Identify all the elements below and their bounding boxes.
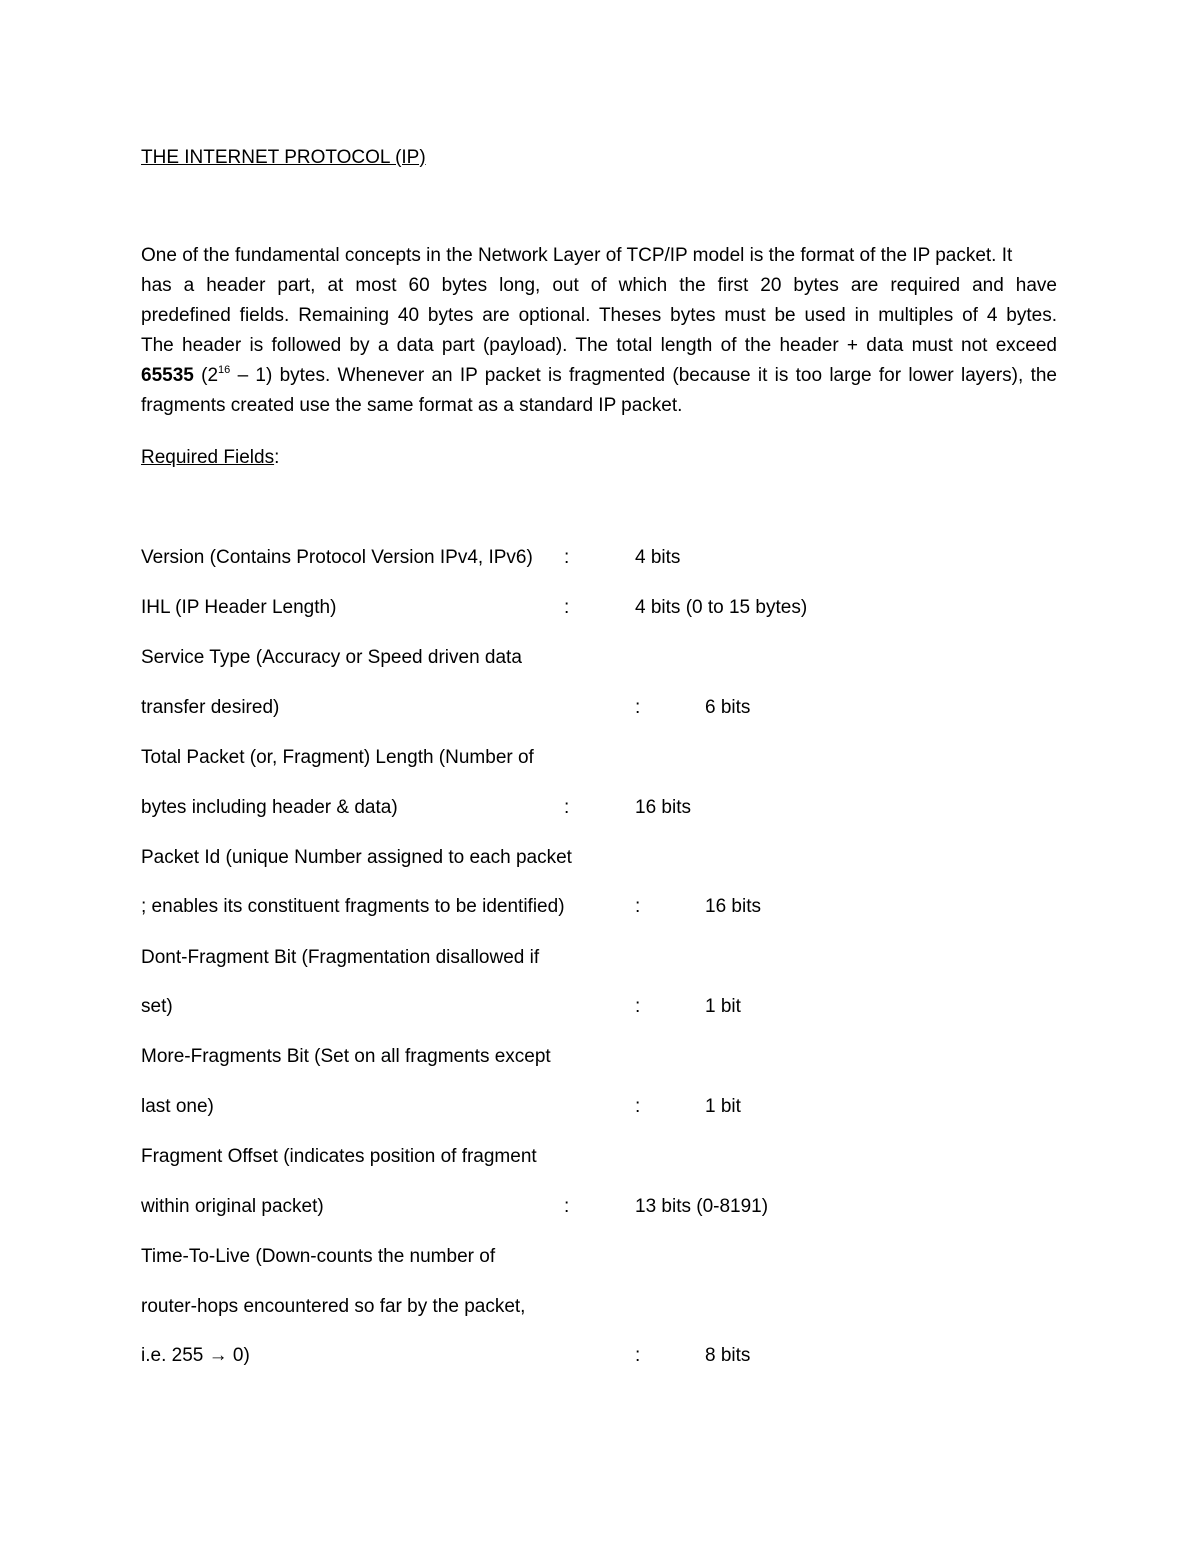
field-label-service-type: Service Type (Accuracy or Speed driven data: [141, 647, 522, 668]
intro-paragraph: [141, 244, 1057, 424]
field-label-ttl: Time-To-Live (Down-counts the number of: [141, 1246, 496, 1267]
field-label-more-fragments-cont: last one): [141, 1096, 214, 1117]
field-value-service-type: 6 bits: [705, 697, 751, 718]
field-label-dont-fragment: Dont-Fragment Bit (Fragmentation disallowed if: [141, 947, 540, 968]
field-label-packet-id-cont: ; enables its constituent fragments to be identified): [141, 896, 565, 917]
document-title: THE INTERNET PROTOCOL (IP): [141, 147, 426, 168]
field-label-dont-fragment-cont: set): [141, 996, 173, 1017]
field-label-version: Version (Contains Protocol Version IPv4, IPv6): [141, 547, 533, 568]
paragraph-line: has a header part, at most 60 bytes long, out of which the first 20 bytes are required and have: [141, 275, 1057, 296]
heading-colon: :: [274, 447, 280, 468]
field-label-fragment-offset: Fragment Offset (indicates position of fragment: [141, 1146, 537, 1167]
paragraph-line: predefined fields. Remaining 40 bytes are optional. Theses bytes must be used in multiples of 4 bytes.: [141, 305, 1057, 326]
field-colon: :: [635, 1096, 641, 1117]
field-colon: :: [564, 547, 570, 568]
field-label-ttl-cont2: i.e. 255 → 0): [141, 1345, 250, 1366]
field-label-total-length: Total Packet (or, Fragment) Length (Number of: [141, 747, 534, 768]
field-colon: :: [564, 597, 570, 618]
field-label-service-type-cont: transfer desired): [141, 697, 280, 718]
field-colon: :: [564, 1196, 570, 1217]
required-fields-heading: [141, 446, 279, 470]
max-length-value: 65535: [141, 365, 194, 386]
field-colon: :: [564, 797, 570, 818]
paragraph-text: – 1) bytes. Whenever an IP packet is fragmented (because it is too large for lower layers), the: [230, 365, 1057, 386]
required-fields-heading-text: Required Fields: [141, 447, 275, 468]
field-value-packet-id: 16 bits: [705, 896, 761, 917]
field-value-more-fragments: 1 bit: [705, 1096, 741, 1117]
field-label-ttl-cont: router-hops encountered so far by the packet,: [141, 1296, 526, 1317]
field-value-dont-fragment: 1 bit: [705, 996, 741, 1017]
field-colon: :: [635, 1345, 641, 1366]
field-colon: :: [635, 697, 641, 718]
paragraph-text: (2: [193, 365, 219, 386]
paragraph-line: One of the fundamental concepts in the Network Layer of TCP/IP model is the format of the IP packet. It: [141, 245, 1013, 266]
field-value-version: 4 bits: [635, 547, 681, 568]
field-label-more-fragments: More-Fragments Bit (Set on all fragments except: [141, 1046, 551, 1067]
field-value-ttl: 8 bits: [705, 1345, 751, 1366]
paragraph-line: The header is followed by a data part (payload). The total length of the header + data must not exceed: [141, 335, 1057, 356]
exponent: 16: [218, 363, 231, 376]
paragraph-line: [141, 364, 1057, 394]
field-label-total-length-cont: bytes including header & data): [141, 797, 398, 818]
field-colon: :: [635, 996, 641, 1017]
field-colon: :: [635, 896, 641, 917]
field-value-ihl: 4 bits (0 to 15 bytes): [635, 597, 808, 618]
field-value-fragment-offset: 13 bits (0-8191): [635, 1196, 769, 1217]
field-value-total-length: 16 bits: [635, 797, 691, 818]
field-label-ihl: IHL (IP Header Length): [141, 597, 337, 618]
field-label-fragment-offset-cont: within original packet): [141, 1196, 324, 1217]
paragraph-line: fragments created use the same format as a standard IP packet.: [141, 395, 683, 416]
field-label-packet-id: Packet Id (unique Number assigned to each packet: [141, 847, 572, 868]
